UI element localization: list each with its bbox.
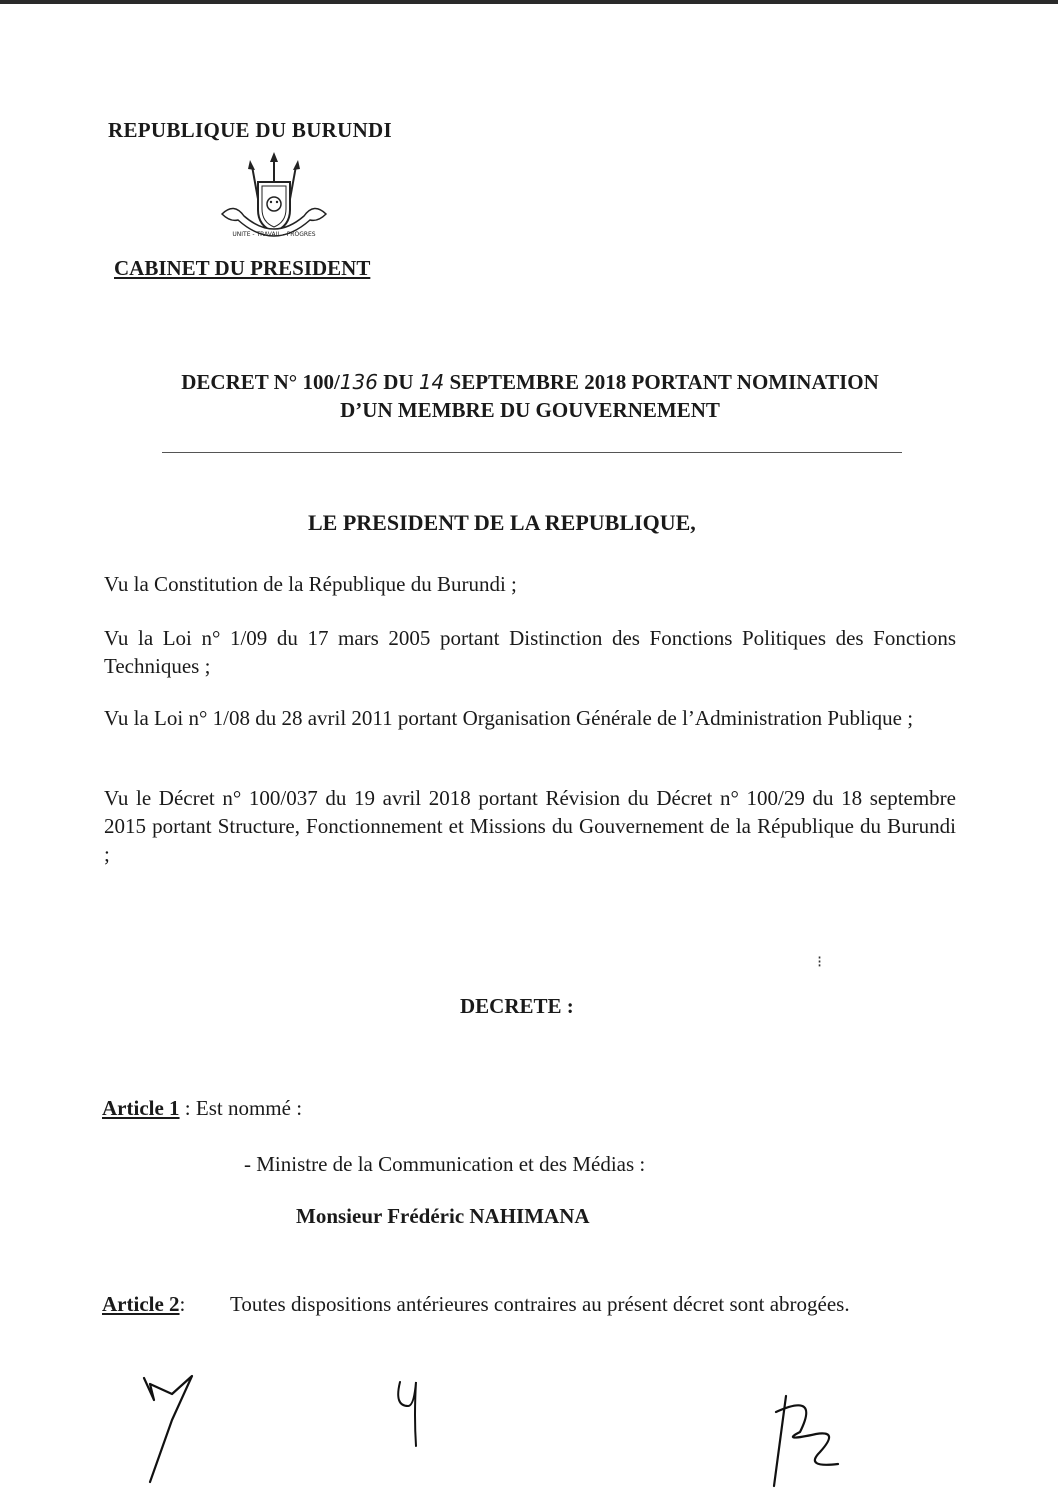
stray-mark: ⁝ <box>817 954 823 971</box>
decree-title-line2: D’UN MEMBRE DU GOUVERNEMENT <box>340 398 720 422</box>
decree-day-handwritten: 14 <box>418 370 445 394</box>
decree-title-rest: SEPTEMBRE 2018 PORTANT NOMINATION <box>444 370 879 394</box>
decree-title <box>90 368 970 424</box>
president-heading: LE PRESIDENT DE LA REPUBLIQUE, <box>308 510 696 535</box>
article-2-sep: : <box>179 1292 186 1316</box>
title-divider <box>162 452 902 453</box>
article-1-text: : Est nommé : <box>179 1096 303 1120</box>
decree-title-line1 <box>90 368 970 396</box>
decree-title-du: DU <box>377 370 419 394</box>
top-border-line <box>0 0 1058 4</box>
country-heading: REPUBLIQUE DU BURUNDI <box>108 118 392 142</box>
decree-title-prefix: DECRET N° 100/ <box>181 370 340 394</box>
article-2-text: Toutes dispositions antérieures contraires au présent décret sont abrogées. <box>230 1292 850 1316</box>
burundi-coat-of-arms-icon <box>214 152 334 252</box>
visa-loi-1-09: Vu la Loi n° 1/09 du 17 mars 2005 portant Distinction des Fonctions Politiques des Fonctions Techniques ; <box>104 626 956 678</box>
handwritten-initial-3 <box>760 1382 850 1497</box>
article-2-label-text: Article 2 <box>102 1292 180 1316</box>
minister-position: - Ministre de la Communication et des Médias : <box>244 1152 646 1176</box>
cabinet-heading: CABINET DU PRESIDENT <box>114 256 371 280</box>
article-1-label: Article 1 <box>102 1096 180 1120</box>
handwritten-initial-1 <box>132 1370 212 1495</box>
visa-loi-1-08: Vu la Loi n° 1/08 du 28 avril 2011 portant Organisation Générale de l’Administration Publique ; <box>104 706 914 730</box>
decree-number-handwritten: 136 <box>339 370 378 394</box>
article-1 <box>102 1096 302 1121</box>
decrete-heading: DECRETE : <box>460 994 574 1018</box>
svg-text:UNITE - TRAVAIL - PROGRES: UNITE - TRAVAIL - PROGRES <box>232 231 316 238</box>
visa-decret-100-037: Vu le Décret n° 100/037 du 19 avril 2018 portant Révision du Décret n° 100/29 du 18 septembre 2015 portant Structure, Fonctionnement et Missions du Gouvernement de la République du Burundi ; <box>104 786 956 866</box>
appointee-name: Monsieur Frédéric NAHIMANA <box>296 1204 590 1228</box>
article-2-label <box>102 1290 185 1318</box>
visa-constitution: Vu la Constitution de la République du Burundi ; <box>104 572 517 596</box>
handwritten-initial-2 <box>392 1376 432 1461</box>
